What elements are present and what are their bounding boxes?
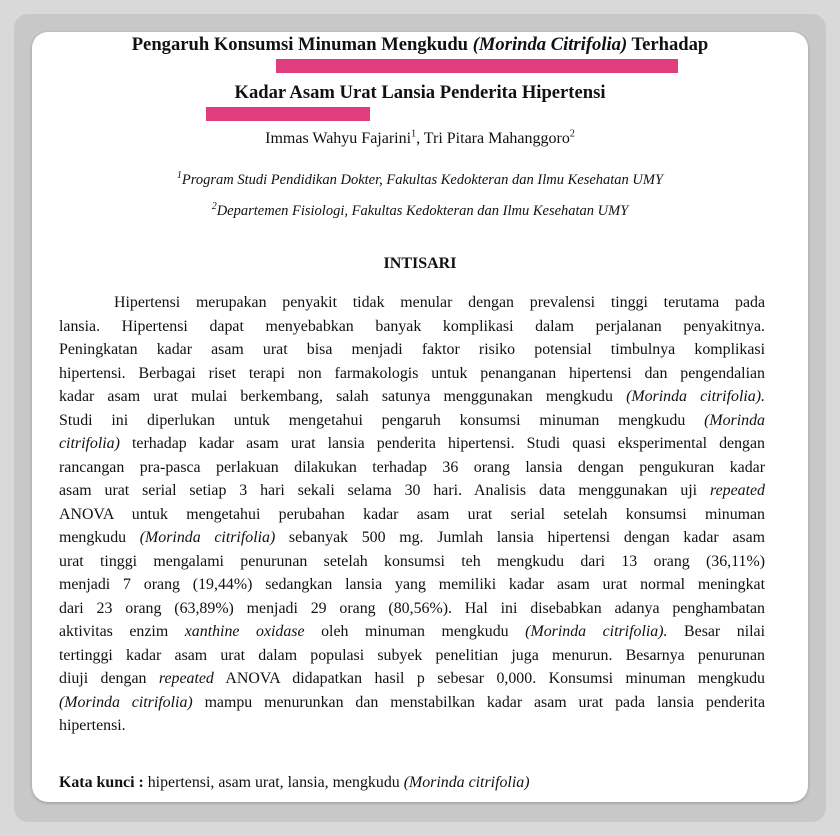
abstract-line xyxy=(59,505,765,525)
abstract-text: aktivitas enzim xyxy=(59,623,185,640)
abstract-text: Besar nilai xyxy=(667,623,765,640)
abstract-line xyxy=(59,646,765,666)
author-1: Immas Wahyu Fajarini xyxy=(265,130,412,147)
abstract-text: terhadap kadar asam urat lansia penderita hipertensi. Studi quasi eksperimental dengan xyxy=(119,435,765,452)
abstract-text: Peningkatan kadar asam urat bisa menjadi faktor risiko potensial timbulnya komplikasi xyxy=(59,341,765,358)
abstract-text: rancangan pra-pasca perlakuan dilakukan terhadap 36 orang lansia dengan pengukuran kadar xyxy=(59,458,765,476)
abstract-line xyxy=(114,293,765,313)
keywords-label: Kata kunci : xyxy=(59,774,144,791)
abstract-text: asam urat serial setiap 3 hari sekali selama 30 hari. Analisis data menggunakan uji xyxy=(59,482,710,499)
keywords xyxy=(59,774,530,792)
abstract-text: Studi ini diperlukan untuk mengetahui pengaruh konsumsi minuman mengkudu xyxy=(59,411,705,429)
abstract-line xyxy=(59,622,765,642)
abstract-line xyxy=(59,575,765,595)
paper-title-line1 xyxy=(0,34,840,56)
abstract-italic-term: (Morinda citrifolia) xyxy=(59,693,193,711)
abstract-line xyxy=(59,317,765,337)
author-2-sup: 2 xyxy=(569,128,575,140)
abstract-heading: INTISARI xyxy=(383,255,457,272)
abstract-text: urat tinggi mengalami penurunan setelah konsumsi teh mengkudu dari 13 orang (36,11%) xyxy=(59,552,765,570)
author-2: , Tri Pitara Mahanggoro xyxy=(416,130,570,147)
abstract-text: ANOVA untuk mengetahui perubahan kadar asam urat serial setelah konsumsi minuman xyxy=(59,505,765,523)
abstract-text: dari 23 orang (63,89%) menjadi 29 orang (80,56%). Hal ini disebabkan adanya penghambatan xyxy=(59,599,765,617)
abstract-line xyxy=(59,528,765,548)
affiliation-2 xyxy=(0,203,840,220)
abstract-text: diuji dengan xyxy=(59,670,159,687)
abstract-line xyxy=(59,552,765,572)
abstract-italic-term: (Morinda citrifolia). xyxy=(626,388,765,405)
abstract-line xyxy=(59,669,765,689)
abstract-text: hipertensi. xyxy=(59,717,126,734)
abstract-line xyxy=(59,458,765,478)
paper-title-line2: Kadar Asam Urat Lansia Penderita Hipertensi xyxy=(234,82,606,103)
highlight-title-line1 xyxy=(276,59,678,73)
abstract-line xyxy=(59,387,765,407)
affiliation-2-sup: 2 xyxy=(211,201,217,213)
affiliation-2-text: Departemen Fisiologi, Fakultas Kedokteran dan Ilmu Kesehatan UMY xyxy=(216,203,629,219)
abstract-italic-term: (Morinda xyxy=(704,411,765,429)
abstract-text: oleh minuman mengkudu xyxy=(304,623,526,640)
affiliation-1-sup: 1 xyxy=(176,170,182,182)
abstract-italic-term: xanthine oxidase xyxy=(184,623,305,640)
affiliation-1-text: Program Studi Pendidikan Dokter, Fakultas Kedokteran dan Ilmu Kesehatan UMY xyxy=(181,172,664,188)
abstract-text: tertinggi kadar asam urat dalam populasi subyek penelitian juga menurun. Besarnya penurunan xyxy=(59,646,765,664)
abstract-text: sebanyak 500 mg. Jumlah lansia hipertensi dengan kadar asam xyxy=(275,529,766,546)
abstract-line xyxy=(59,693,765,713)
affiliation-1 xyxy=(0,172,840,189)
abstract-italic-term: citrifolia) xyxy=(59,435,120,452)
abstract-line xyxy=(59,599,765,619)
abstract-line xyxy=(59,411,765,431)
highlight-title-line2 xyxy=(206,107,370,121)
abstract-text: menjadi 7 orang (19,44%) sedangkan lansia yang memiliki kadar asam urat normal meningkat xyxy=(59,576,765,593)
keywords-species: (Morinda citrifolia) xyxy=(403,774,530,791)
abstract-italic-term: repeated xyxy=(709,482,765,499)
title-text: Pengaruh Konsumsi Minuman Mengkudu xyxy=(131,34,473,55)
abstract-line xyxy=(59,481,765,501)
title-text-end: Terhadap xyxy=(627,34,709,55)
abstract-italic-term: repeated xyxy=(158,670,214,687)
authors xyxy=(0,130,840,148)
abstract-text: hipertensi. Berbagai riset terapi non farmakologis untuk penanganan hipertensi dan pengendalian xyxy=(59,364,765,382)
abstract-line xyxy=(59,434,765,454)
keywords-text: hipertensi, asam urat, lansia, mengkudu xyxy=(143,774,404,791)
abstract-line xyxy=(59,340,765,360)
abstract-text: mengkudu xyxy=(59,529,140,546)
author-1-sup: 1 xyxy=(411,128,417,140)
abstract-line xyxy=(59,364,765,384)
abstract-text: kadar asam urat mulai berkembang, salah satunya menggunakan mengkudu xyxy=(59,388,627,405)
abstract-text: ANOVA didapatkan hasil p sebesar 0,000. Konsumsi minuman mengkudu xyxy=(213,670,765,687)
abstract-italic-term: (Morinda citrifolia). xyxy=(525,623,668,640)
abstract-text: mampu menurunkan dan menstabilkan kadar asam urat pada lansia penderita xyxy=(192,693,765,711)
title-species: (Morinda Citrifolia) xyxy=(472,34,628,55)
abstract-italic-term: (Morinda citrifolia) xyxy=(139,529,276,546)
abstract-line xyxy=(59,716,765,736)
abstract-text: Hipertensi merupakan penyakit tidak menular dengan prevalensi tinggi terutama pada xyxy=(114,294,765,311)
abstract-text: lansia. Hipertensi dapat menyebabkan banyak komplikasi dalam perjalanan penyakitnya. xyxy=(59,317,765,335)
